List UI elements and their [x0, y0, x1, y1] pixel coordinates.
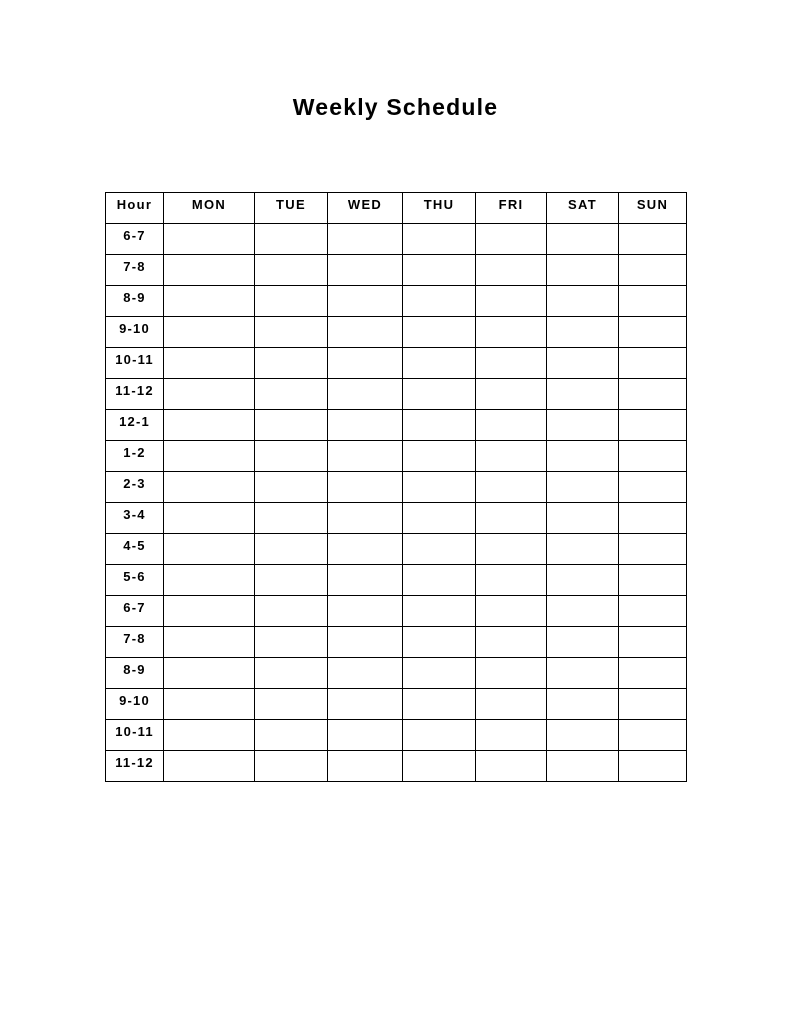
schedule-cell-wed[interactable]: [328, 379, 403, 410]
schedule-cell-fri[interactable]: [476, 534, 547, 565]
schedule-cell-sat[interactable]: [547, 658, 619, 689]
hour-label: 2-3: [106, 472, 164, 503]
schedule-cell-wed[interactable]: [328, 348, 403, 379]
schedule-cell-tue[interactable]: [255, 224, 328, 255]
schedule-cell-sun[interactable]: [619, 658, 687, 689]
schedule-cell-tue[interactable]: [255, 317, 328, 348]
table-row: [106, 534, 687, 565]
schedule-cell-mon[interactable]: [164, 410, 255, 441]
day-header-tue: TUE: [255, 193, 328, 224]
schedule-cell-tue[interactable]: [255, 503, 328, 534]
schedule-cell-sun[interactable]: [619, 503, 687, 534]
schedule-cell-thu[interactable]: [403, 410, 476, 441]
schedule-cell-fri[interactable]: [476, 441, 547, 472]
schedule-cell-sat[interactable]: [547, 472, 619, 503]
schedule-cell-fri[interactable]: [476, 720, 547, 751]
schedule-cell-wed[interactable]: [328, 751, 403, 782]
schedule-cell-thu[interactable]: [403, 751, 476, 782]
table-row: [106, 658, 687, 689]
table-row: [106, 472, 687, 503]
header-row: [106, 193, 687, 224]
day-header-sat: SAT: [547, 193, 619, 224]
schedule-cell-mon[interactable]: [164, 317, 255, 348]
schedule-cell-sat[interactable]: [547, 348, 619, 379]
schedule-cell-sat[interactable]: [547, 317, 619, 348]
schedule-cell-tue[interactable]: [255, 720, 328, 751]
schedule-cell-sun[interactable]: [619, 689, 687, 720]
schedule-cell-thu[interactable]: [403, 534, 476, 565]
schedule-cell-sun[interactable]: [619, 317, 687, 348]
schedule-cell-mon[interactable]: [164, 472, 255, 503]
schedule-cell-tue[interactable]: [255, 348, 328, 379]
schedule-cell-sat[interactable]: [547, 286, 619, 317]
schedule-cell-sun[interactable]: [619, 224, 687, 255]
schedule-cell-tue[interactable]: [255, 379, 328, 410]
schedule-cell-sat[interactable]: [547, 410, 619, 441]
schedule-cell-fri[interactable]: [476, 286, 547, 317]
schedule-cell-fri[interactable]: [476, 658, 547, 689]
table-row: [106, 689, 687, 720]
schedule-cell-thu[interactable]: [403, 255, 476, 286]
schedule-cell-mon[interactable]: [164, 689, 255, 720]
schedule-cell-wed[interactable]: [328, 565, 403, 596]
schedule-cell-sun[interactable]: [619, 410, 687, 441]
schedule-cell-tue[interactable]: [255, 689, 328, 720]
day-header-mon: MON: [164, 193, 255, 224]
schedule-cell-sat[interactable]: [547, 379, 619, 410]
schedule-cell-fri[interactable]: [476, 348, 547, 379]
schedule-cell-tue[interactable]: [255, 534, 328, 565]
schedule-cell-sun[interactable]: [619, 627, 687, 658]
schedule-cell-tue[interactable]: [255, 627, 328, 658]
schedule-cell-fri[interactable]: [476, 596, 547, 627]
schedule-cell-mon[interactable]: [164, 224, 255, 255]
table-row: [106, 627, 687, 658]
schedule-cell-wed[interactable]: [328, 224, 403, 255]
page-title: Weekly Schedule: [292, 94, 499, 120]
schedule-cell-wed[interactable]: [328, 627, 403, 658]
table-row: [106, 255, 687, 286]
hour-label: 10-11: [106, 720, 164, 751]
schedule-cell-wed[interactable]: [328, 472, 403, 503]
hour-label: 10-11: [106, 348, 164, 379]
day-header-sun: SUN: [619, 193, 687, 224]
hour-label: 4-5: [106, 534, 164, 565]
schedule-cell-tue[interactable]: [255, 472, 328, 503]
schedule-cell-wed[interactable]: [328, 534, 403, 565]
schedule-cell-thu[interactable]: [403, 596, 476, 627]
schedule-cell-mon[interactable]: [164, 255, 255, 286]
hour-label: 9-10: [106, 317, 164, 348]
schedule-cell-tue[interactable]: [255, 286, 328, 317]
hour-label: 11-12: [106, 379, 164, 410]
schedule-cell-thu[interactable]: [403, 565, 476, 596]
schedule-cell-wed[interactable]: [328, 503, 403, 534]
table-row: [106, 503, 687, 534]
schedule-cell-fri[interactable]: [476, 751, 547, 782]
schedule-cell-thu[interactable]: [403, 224, 476, 255]
schedule-cell-tue[interactable]: [255, 255, 328, 286]
schedule-cell-thu[interactable]: [403, 689, 476, 720]
table-row: [106, 317, 687, 348]
table-row: [106, 565, 687, 596]
table-row: [106, 720, 687, 751]
schedule-cell-thu[interactable]: [403, 348, 476, 379]
hour-label: 8-9: [106, 286, 164, 317]
schedule-cell-thu[interactable]: [403, 658, 476, 689]
schedule-cell-wed[interactable]: [328, 410, 403, 441]
hour-label: 8-9: [106, 658, 164, 689]
schedule-cell-mon[interactable]: [164, 441, 255, 472]
schedule-cell-mon[interactable]: [164, 751, 255, 782]
schedule-cell-sun[interactable]: [619, 534, 687, 565]
schedule-cell-wed[interactable]: [328, 441, 403, 472]
schedule-cell-thu[interactable]: [403, 503, 476, 534]
schedule-cell-fri[interactable]: [476, 224, 547, 255]
schedule-cell-sat[interactable]: [547, 720, 619, 751]
table-row: [106, 596, 687, 627]
day-header-fri: FRI: [476, 193, 547, 224]
schedule-cell-thu[interactable]: [403, 472, 476, 503]
hour-label: 7-8: [106, 627, 164, 658]
hour-label: 7-8: [106, 255, 164, 286]
schedule-cell-sat[interactable]: [547, 224, 619, 255]
schedule-table: [105, 192, 687, 782]
schedule-cell-mon[interactable]: [164, 658, 255, 689]
schedule-cell-thu[interactable]: [403, 317, 476, 348]
hour-label: 9-10: [106, 689, 164, 720]
schedule-cell-fri[interactable]: [476, 255, 547, 286]
schedule-cell-fri[interactable]: [476, 627, 547, 658]
schedule-cell-mon[interactable]: [164, 348, 255, 379]
hour-label: 6-7: [106, 224, 164, 255]
schedule-cell-tue[interactable]: [255, 658, 328, 689]
schedule-cell-tue[interactable]: [255, 565, 328, 596]
schedule-cell-mon[interactable]: [164, 286, 255, 317]
schedule-cell-thu[interactable]: [403, 286, 476, 317]
schedule-cell-fri[interactable]: [476, 472, 547, 503]
schedule-cell-sat[interactable]: [547, 689, 619, 720]
schedule-cell-sat[interactable]: [547, 565, 619, 596]
schedule-cell-sun[interactable]: [619, 255, 687, 286]
schedule-cell-mon[interactable]: [164, 379, 255, 410]
schedule-cell-fri[interactable]: [476, 410, 547, 441]
schedule-cell-fri[interactable]: [476, 565, 547, 596]
schedule-cell-tue[interactable]: [255, 751, 328, 782]
schedule-cell-mon[interactable]: [164, 565, 255, 596]
schedule-cell-sat[interactable]: [547, 255, 619, 286]
schedule-body: [106, 224, 687, 782]
schedule-cell-mon[interactable]: [164, 534, 255, 565]
schedule-cell-fri[interactable]: [476, 317, 547, 348]
schedule-cell-sat[interactable]: [547, 596, 619, 627]
schedule-cell-wed[interactable]: [328, 658, 403, 689]
table-row: [106, 379, 687, 410]
schedule-cell-sun[interactable]: [619, 472, 687, 503]
schedule-cell-thu[interactable]: [403, 720, 476, 751]
schedule-cell-thu[interactable]: [403, 441, 476, 472]
schedule-cell-mon[interactable]: [164, 720, 255, 751]
schedule-cell-wed[interactable]: [328, 317, 403, 348]
table-row: [106, 410, 687, 441]
schedule-cell-fri[interactable]: [476, 689, 547, 720]
schedule-cell-sun[interactable]: [619, 286, 687, 317]
schedule-cell-sat[interactable]: [547, 503, 619, 534]
hour-label: 11-12: [106, 751, 164, 782]
hour-header: Hour: [106, 193, 164, 224]
hour-label: 3-4: [106, 503, 164, 534]
schedule-cell-thu[interactable]: [403, 627, 476, 658]
schedule-cell-sat[interactable]: [547, 627, 619, 658]
schedule-cell-thu[interactable]: [403, 379, 476, 410]
schedule-cell-sun[interactable]: [619, 720, 687, 751]
schedule-cell-sun[interactable]: [619, 751, 687, 782]
hour-label: 1-2: [106, 441, 164, 472]
schedule-cell-wed[interactable]: [328, 255, 403, 286]
schedule-cell-fri[interactable]: [476, 503, 547, 534]
table-row: [106, 224, 687, 255]
schedule-cell-wed[interactable]: [328, 720, 403, 751]
schedule-cell-mon[interactable]: [164, 503, 255, 534]
schedule-cell-sun[interactable]: [619, 348, 687, 379]
schedule-cell-wed[interactable]: [328, 286, 403, 317]
schedule-cell-wed[interactable]: [328, 689, 403, 720]
schedule-cell-sun[interactable]: [619, 565, 687, 596]
schedule-cell-sun[interactable]: [619, 441, 687, 472]
schedule-cell-mon[interactable]: [164, 596, 255, 627]
schedule-cell-tue[interactable]: [255, 596, 328, 627]
schedule-cell-sat[interactable]: [547, 441, 619, 472]
schedule-cell-tue[interactable]: [255, 441, 328, 472]
hour-label: 12-1: [106, 410, 164, 441]
table-row: [106, 441, 687, 472]
schedule-cell-fri[interactable]: [476, 379, 547, 410]
schedule-cell-tue[interactable]: [255, 410, 328, 441]
schedule-cell-mon[interactable]: [164, 627, 255, 658]
day-header-thu: THU: [403, 193, 476, 224]
table-row: [106, 348, 687, 379]
day-header-wed: WED: [328, 193, 403, 224]
schedule-cell-wed[interactable]: [328, 596, 403, 627]
table-row: [106, 286, 687, 317]
hour-label: 5-6: [106, 565, 164, 596]
table-row: [106, 751, 687, 782]
schedule-cell-sun[interactable]: [619, 379, 687, 410]
schedule-cell-sun[interactable]: [619, 596, 687, 627]
schedule-cell-sat[interactable]: [547, 534, 619, 565]
hour-label: 6-7: [106, 596, 164, 627]
schedule-cell-sat[interactable]: [547, 751, 619, 782]
